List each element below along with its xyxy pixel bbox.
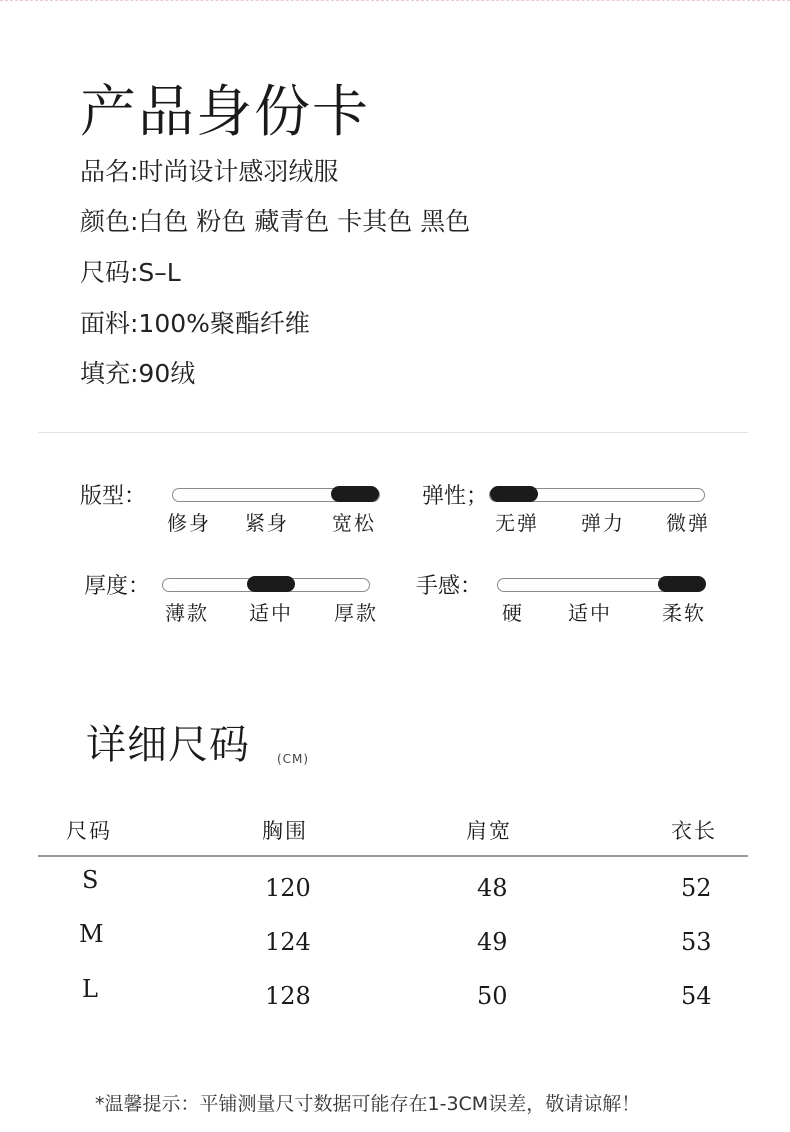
option-label: 适中 [568,601,612,625]
elasticity-slider-knob [490,486,538,502]
option-label: 硬 [502,601,524,625]
size-chart-title: 详细尺码 [86,722,250,768]
product-colors: 颜色:白色 粉色 藏青色 卡其色 黑色 [80,207,471,236]
table-cell: 53 [681,928,712,956]
table-cell: 128 [265,982,311,1010]
table-cell: 50 [477,982,508,1010]
hand-feel-slider-track [497,578,705,592]
option-label: 柔软 [662,601,706,625]
fit-slider-knob [331,486,379,502]
option-label: 紧身 [245,511,289,535]
thickness-slider-track [162,578,370,592]
fit-slider-track [172,488,380,502]
product-size-range: 尺码:S–L [80,258,181,287]
table-cell: L [82,975,98,1003]
product-filling: 填充:90绒 [80,359,196,388]
option-label: 微弹 [666,511,710,535]
measurement-note: *温馨提示：平铺测量尺寸数据可能存在1-3CM误差，敬请谅解！ [95,1093,641,1115]
top-border [0,0,790,1]
table-cell: 120 [265,874,311,902]
option-label: 薄款 [165,601,209,625]
hand-feel-slider-knob [658,576,706,592]
option-label: 适中 [249,601,293,625]
product-fabric: 面料:100%聚酯纤维 [80,309,310,338]
table-cell: M [79,920,104,948]
attribute-label: 厚度： [84,574,151,599]
table-header: 尺码 [66,819,112,843]
option-label: 无弹 [495,511,539,535]
table-header: 衣长 [671,819,717,843]
option-label: 厚款 [334,601,378,625]
attribute-label: 手感： [416,574,483,599]
attribute-label: 弹性； [422,484,489,509]
table-header-rule [38,855,748,857]
section-divider [38,432,748,433]
page-title: 产品身份卡 [80,80,370,145]
table-cell: 48 [477,874,508,902]
table-cell: 54 [681,982,712,1010]
elasticity-slider-track [489,488,705,502]
attribute-label: 版型： [80,484,147,509]
table-cell: 124 [265,928,311,956]
option-label: 修身 [167,511,211,535]
size-chart-unit: (CM) [277,752,310,766]
table-cell: S [82,866,99,894]
option-label: 宽松 [332,511,376,535]
thickness-slider-knob [247,576,295,592]
product-name: 品名:时尚设计感羽绒服 [80,157,339,186]
table-header: 胸围 [262,819,308,843]
table-cell: 49 [477,928,508,956]
table-cell: 52 [681,874,712,902]
table-header: 肩宽 [466,819,512,843]
option-label: 弹力 [581,511,625,535]
